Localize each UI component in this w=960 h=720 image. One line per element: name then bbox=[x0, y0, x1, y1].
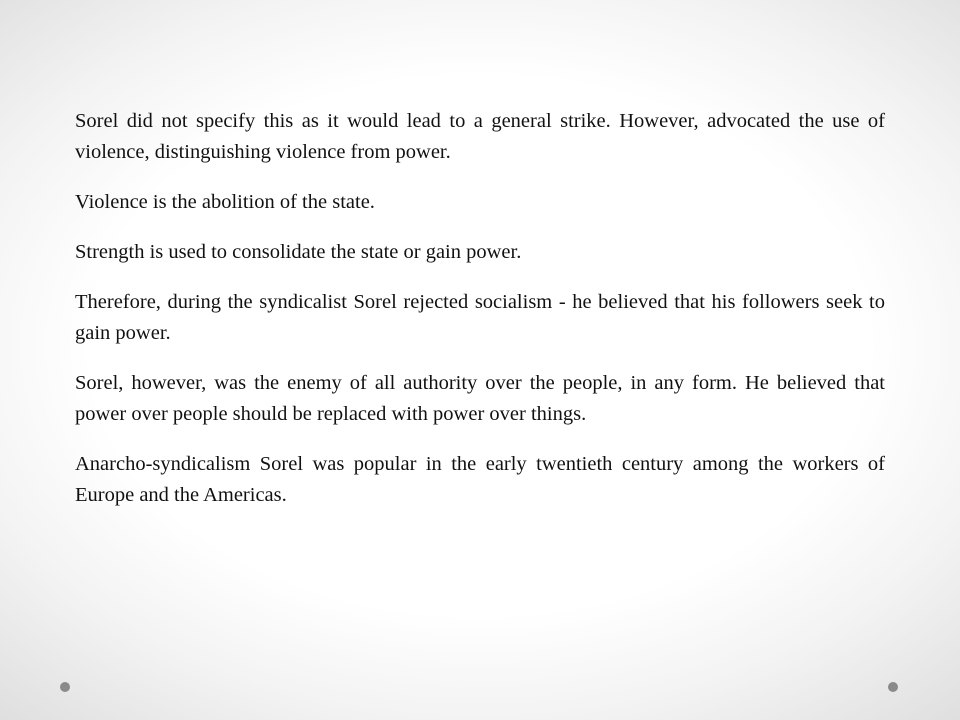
slide-body-text bbox=[75, 106, 885, 530]
paragraph-strength-definition: Strength is used to consolidate the state or gain power. bbox=[75, 241, 522, 263]
decorative-dot-right bbox=[888, 682, 898, 692]
paragraph-rejected-socialism: Therefore, during the syndicalist Sorel rejected socialism - he believed that his followers seek to gain power. bbox=[75, 291, 885, 344]
paragraph-anarcho-syndicalism: Anarcho-syndicalism Sorel was popular in the early twentieth century among the workers of Europe and the Americas. bbox=[75, 453, 885, 506]
paragraph-violence-definition: Violence is the abolition of the state. bbox=[75, 191, 375, 213]
paragraph-enemy-of-authority: Sorel, however, was the enemy of all authority over the people, in any form. He believed that power over people should be replaced with power over things. bbox=[75, 372, 885, 425]
paragraph-general-strike: Sorel did not specify this as it would lead to a general strike. However, advocated the use of violence, distinguishing violence from power. bbox=[75, 110, 885, 163]
decorative-dot-left bbox=[60, 682, 70, 692]
